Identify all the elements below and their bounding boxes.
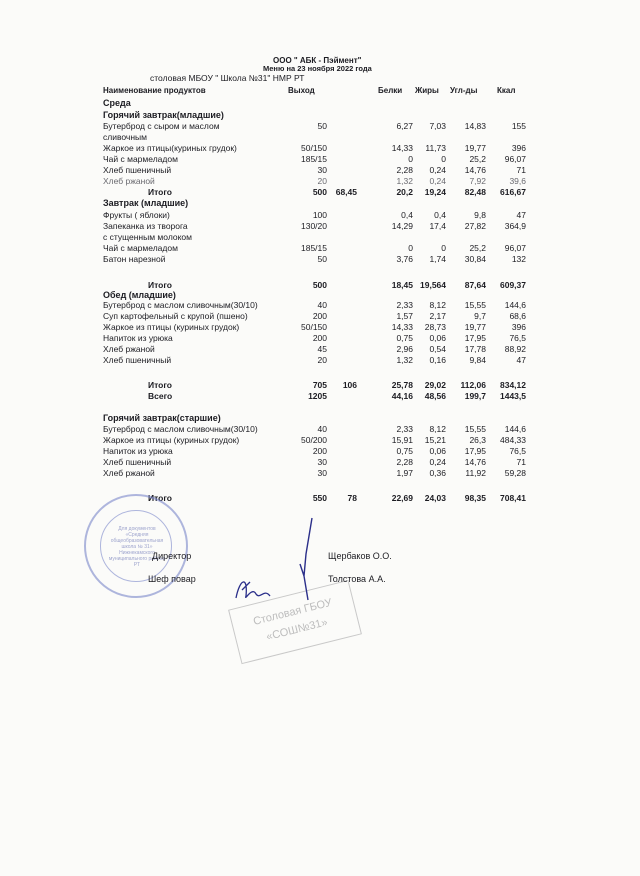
cell-output: 50 (317, 254, 327, 264)
cell-k: 71 (516, 457, 526, 467)
cell-c: 14,76 (464, 457, 486, 467)
row-name: Напиток из урюка (103, 446, 173, 456)
row-name: Батон нарезной (103, 254, 166, 264)
cell-p: 3,76 (396, 254, 413, 264)
section-title: Завтрак (младшие) (103, 198, 189, 208)
cell-p: 44,16 (391, 391, 413, 401)
cell-c: 11,92 (465, 468, 486, 478)
cell-output: 100 (312, 210, 327, 220)
cell-c: 7,92 (469, 176, 486, 186)
cell-p: 6,27 (396, 121, 413, 131)
cell-f: 0 (441, 243, 446, 253)
cell-c: 98,35 (464, 493, 486, 503)
cell-p: 0,75 (396, 333, 413, 343)
cell-f: 48,56 (424, 391, 446, 401)
cell-k: 144,6 (504, 424, 526, 434)
cell-p: 14,33 (391, 143, 413, 153)
cell-k: 59,28 (504, 468, 526, 478)
cell-output: 20 (317, 355, 327, 365)
cell-p: 1,57 (396, 311, 413, 321)
cell-output: 40 (317, 300, 327, 310)
cell-c: 14,83 (464, 121, 486, 131)
cell-p: 14,29 (391, 221, 413, 231)
row-name: Запеканка из творога (103, 221, 188, 231)
cell-f: 0,16 (429, 355, 446, 365)
cell-p: 1,32 (396, 176, 413, 186)
cell-c: 9,8 (474, 210, 486, 220)
cell-k: 708,41 (500, 493, 526, 503)
cell-p: 14,33 (391, 322, 413, 332)
canteen-name: столовая МБОУ " Школа №31" НМР РТ (150, 73, 305, 83)
cell-c: 15,55 (464, 300, 486, 310)
cell-f: 29,02 (424, 380, 446, 390)
cell-p: 25,78 (391, 380, 413, 390)
cell-k: 47 (516, 355, 526, 365)
cell-output: 185/15 (301, 154, 327, 164)
cell-f: 0,06 (429, 333, 446, 343)
row-name: Жаркое из птицы(куриных грудок) (103, 143, 237, 153)
cell-c: 17,95 (464, 333, 486, 343)
cell-k: 1443,5 (500, 391, 526, 401)
chef-name: Толстова А.А. (328, 574, 386, 584)
row-name: Итого (148, 280, 172, 290)
row-name: Хлеб пшеничный (103, 165, 172, 175)
col-kcal: Ккал (497, 86, 516, 95)
row-name: Всего (148, 391, 173, 401)
cell-f: 0,36 (429, 468, 446, 478)
cell-c: 9,84 (469, 355, 486, 365)
cell-k: 76,5 (509, 333, 526, 343)
chef-label: Шеф повар (148, 574, 196, 584)
row-name: Бутерброд с маслом сливочным(30/10) (103, 424, 258, 434)
section-title: Горячий завтрак(старшие) (103, 413, 221, 423)
cell-output: 20 (317, 176, 327, 186)
cell-f: 0,54 (429, 344, 446, 354)
cell-output: 50/150 (301, 143, 327, 153)
day-label: Среда (103, 98, 131, 108)
cell-output: 200 (312, 446, 327, 456)
cell-p: 18,45 (391, 280, 413, 290)
company-name: ООО " АБК - Пэймент" (273, 56, 362, 65)
director-name: Щербаков О.О. (328, 551, 392, 561)
cell-k: 71 (516, 165, 526, 175)
row-name: Хлеб пшеничный (103, 355, 172, 365)
cell-p: 2,96 (396, 344, 413, 354)
cell-p: 2,33 (396, 424, 413, 434)
cell-c: 87,64 (464, 280, 486, 290)
cell-f: 7,03 (429, 121, 446, 131)
cell-c: 9,7 (474, 311, 486, 321)
cell-output: 500 (312, 280, 327, 290)
cell-p: 22,69 (391, 493, 413, 503)
cell-output: 500 (312, 187, 327, 197)
cell-output: 185/15 (301, 243, 327, 253)
cell-c: 25,2 (469, 154, 486, 164)
row-name: Хлеб ржаной (103, 344, 155, 354)
col-carbs: Угл-ды (450, 86, 478, 95)
cell-f: 24,03 (424, 493, 446, 503)
section-title: Обед (младшие) (103, 290, 176, 300)
stamp-text: Для документов «Средняя общеобразовательная школа № 31» Нижнекамского муниципального района РТ (108, 526, 166, 568)
cell-c: 27,82 (464, 221, 486, 231)
cell-k: 609,37 (500, 280, 526, 290)
cell-k: 47 (516, 210, 526, 220)
row-name: с стущенным молоком (103, 232, 192, 242)
table-row (0, 493, 640, 505)
director-label: Директор (152, 551, 192, 561)
cell-k: 364,9 (504, 221, 526, 231)
row-name: Хлеб ржаной (103, 176, 155, 186)
cell-c: 199,7 (464, 391, 486, 401)
cell-k: 132 (511, 254, 526, 264)
cell-f: 0 (441, 154, 446, 164)
cell-p: 20,2 (396, 187, 413, 197)
cell-c: 19,77 (464, 143, 486, 153)
cell-k: 76,5 (509, 446, 526, 456)
cell-k: 834,12 (500, 380, 526, 390)
cell-f: 8,12 (429, 424, 446, 434)
table-row (0, 280, 640, 292)
cell-k: 144,6 (504, 300, 526, 310)
cell-output: 200 (312, 311, 327, 321)
cell-p: 0,4 (401, 210, 413, 220)
col-fats: Жиры (415, 86, 439, 95)
cell-k: 155 (511, 121, 526, 131)
cell-c: 17,95 (464, 446, 486, 456)
cell-c: 30,84 (464, 254, 486, 264)
cell-f: 8,12 (429, 300, 446, 310)
row-name: Напиток из урюка (103, 333, 173, 343)
cell-k: 68,6 (509, 311, 526, 321)
cell-c: 26,3 (469, 435, 486, 445)
cell-output: 30 (317, 165, 327, 175)
menu-title: Меню на 23 ноября 2022 года (263, 64, 372, 73)
row-name: Бутерброд с маслом сливочным(30/10) (103, 300, 258, 310)
chef-signature (230, 568, 280, 608)
cell-output: 30 (317, 457, 327, 467)
cell-f: 0,24 (429, 457, 446, 467)
cell-k: 616,67 (500, 187, 526, 197)
cell-f: 28,73 (424, 322, 446, 332)
row-name: Чай с мармеладом (103, 154, 178, 164)
row-name: Суп картофельный с крупой (пшено) (103, 311, 248, 321)
cell-c: 15,55 (464, 424, 486, 434)
cell-k: 88,92 (504, 344, 526, 354)
cell-k: 484,33 (500, 435, 526, 445)
cell-f: 0,06 (429, 446, 446, 456)
row-name: Хлеб ржаной (103, 468, 155, 478)
cell-c: 17,78 (464, 344, 486, 354)
cell-output: 550 (312, 493, 327, 503)
cell-k: 396 (511, 322, 526, 332)
cell-f: 17,4 (429, 221, 446, 231)
cell-output: 45 (317, 344, 327, 354)
cell-f: 0,24 (429, 165, 446, 175)
cell-p: 2,33 (396, 300, 413, 310)
cell-output: 50 (317, 121, 327, 131)
cell-price: 78 (347, 493, 357, 503)
cell-k: 96,07 (504, 243, 526, 253)
table-row (0, 254, 640, 266)
cell-p: 2,28 (396, 457, 413, 467)
cell-output: 705 (312, 380, 327, 390)
cell-price: 68,45 (335, 187, 357, 197)
cell-output: 40 (317, 424, 327, 434)
director-signature (292, 514, 322, 604)
table-row (0, 391, 640, 403)
cell-p: 2,28 (396, 165, 413, 175)
cell-p: 0,75 (396, 446, 413, 456)
row-name: Хлеб пшеничный (103, 457, 172, 467)
row-name: Итого (148, 187, 172, 197)
cell-output: 50/150 (301, 322, 327, 332)
cell-f: 19,564 (420, 280, 446, 290)
col-output: Выход (288, 86, 315, 95)
cell-output: 30 (317, 468, 327, 478)
cell-f: 1,74 (429, 254, 446, 264)
cell-f: 0,4 (434, 210, 446, 220)
section-title: Горячий завтрак(младшие) (103, 110, 224, 120)
cell-c: 19,77 (464, 322, 486, 332)
cell-f: 2,17 (429, 311, 446, 321)
col-proteins: Белки (378, 86, 403, 95)
cell-p: 1,32 (396, 355, 413, 365)
cell-p: 0 (408, 154, 413, 164)
row-name: Бутерброд с сыром и маслом (103, 121, 220, 131)
cell-price: 106 (342, 380, 357, 390)
cell-f: 11,73 (425, 143, 446, 153)
cell-c: 14,76 (464, 165, 486, 175)
cell-c: 82,48 (464, 187, 486, 197)
cell-p: 1,97 (396, 468, 413, 478)
cell-output: 200 (312, 333, 327, 343)
row-name: Жаркое из птицы (куриных грудок) (103, 435, 240, 445)
cell-f: 15,21 (424, 435, 446, 445)
cell-p: 0 (408, 243, 413, 253)
cell-output: 1205 (308, 391, 327, 401)
cell-f: 0,24 (429, 176, 446, 186)
cell-k: 39,6 (509, 176, 526, 186)
cell-p: 15,91 (391, 435, 413, 445)
cell-f: 19,24 (424, 187, 446, 197)
cell-c: 25,2 (469, 243, 486, 253)
row-name: Жаркое из птицы (куриных грудок) (103, 322, 240, 332)
cell-output: 50/200 (301, 435, 327, 445)
cell-k: 396 (511, 143, 526, 153)
table-row (0, 187, 640, 199)
row-name: Итого (148, 493, 172, 503)
cell-output: 130/20 (301, 221, 327, 231)
table-row (0, 355, 640, 367)
row-name: Фрукты ( яблоки) (103, 210, 170, 220)
faint-stamp: Столовая ГБОУ «СОШ№31» (228, 580, 362, 664)
row-name: сливочным (103, 132, 147, 142)
row-name: Итого (148, 380, 172, 390)
col-name: Наименование продуктов (103, 86, 206, 95)
table-row (0, 468, 640, 480)
cell-k: 96,07 (504, 154, 526, 164)
cell-c: 112,06 (460, 380, 486, 390)
row-name: Чай с мармеладом (103, 243, 178, 253)
